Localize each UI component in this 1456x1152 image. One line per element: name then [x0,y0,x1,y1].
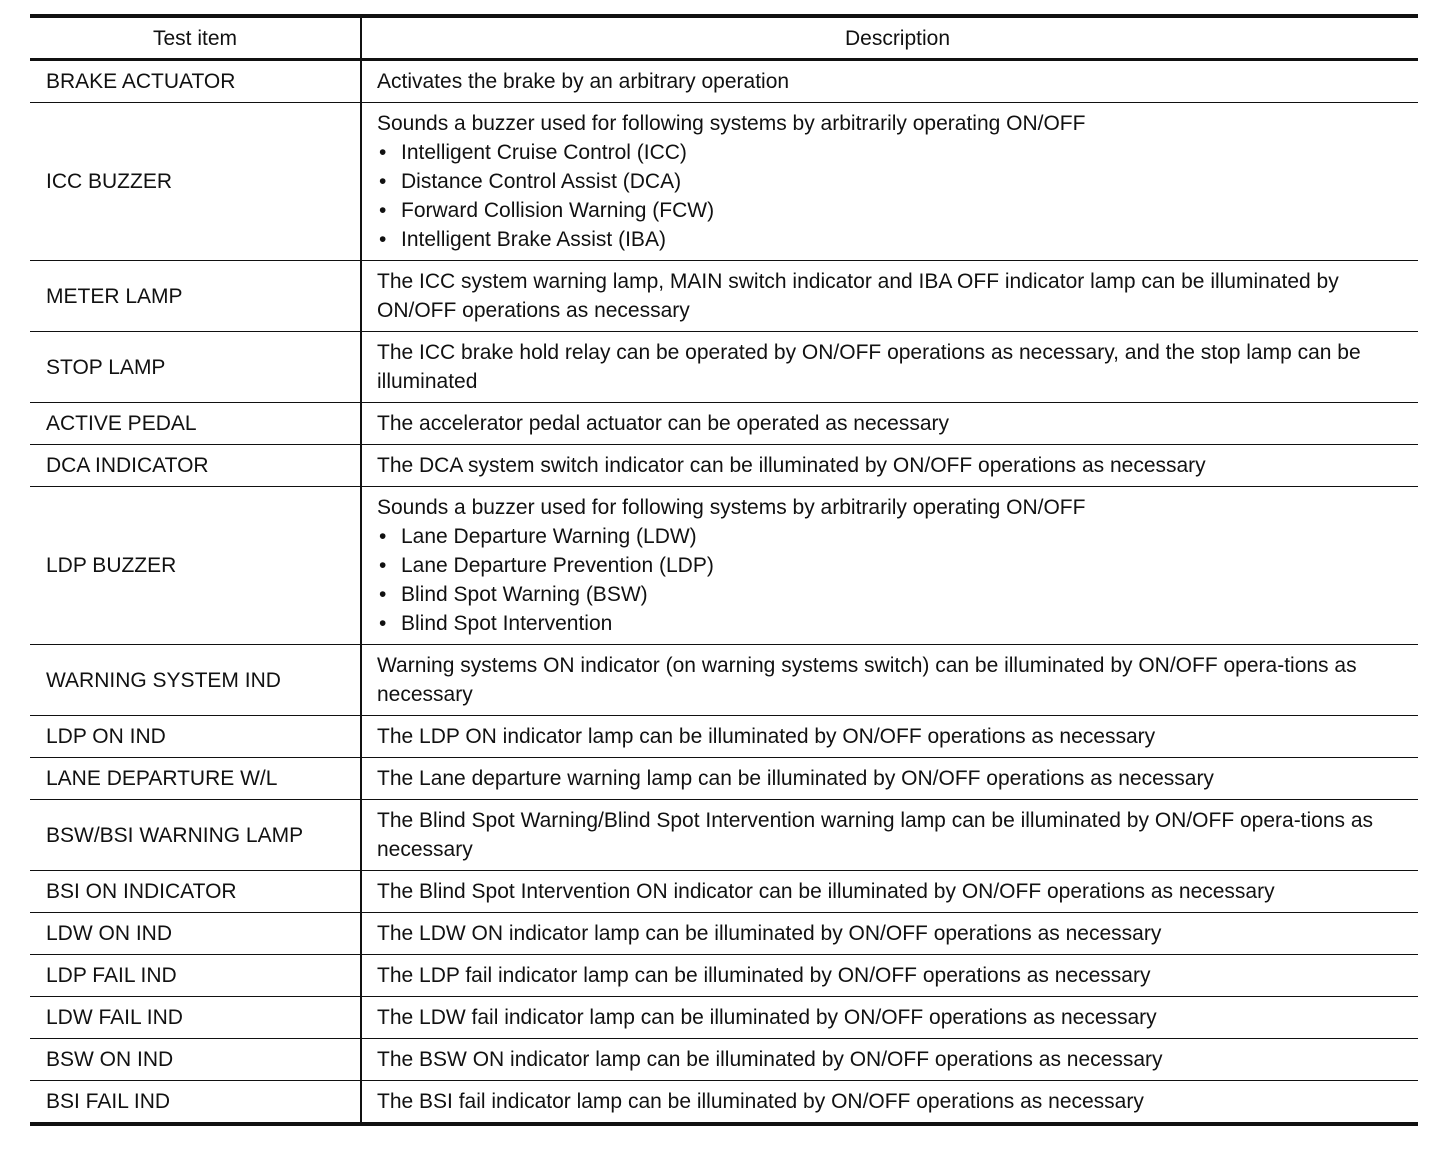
bullet-item: • Blind Spot Warning (BSW) [377,580,1408,609]
test-item-cell: LDW FAIL IND [30,997,361,1039]
test-item-cell: LDP FAIL IND [30,955,361,997]
description-cell: Warning systems ON indicator (on warning systems switch) can be illuminated by ON/OFF opera-tions as necessary [377,654,1357,706]
description-cell: The Blind Spot Warning/Blind Spot Intervention warning lamp can be illuminated by ON/OFF opera-tions as necessary [377,809,1374,861]
header-test-item: Test item [30,16,361,60]
table-row [30,1039,1418,1081]
description-cell: The BSI fail indicator lamp can be illuminated by ON/OFF operations as necessary [377,1090,1144,1113]
bullet-item: • Blind Spot Intervention [377,609,1408,638]
table-row [30,955,1418,997]
table-row [30,716,1418,758]
table-row [30,445,1418,487]
bullet-item: • Lane Departure Warning (LDW) [377,522,1408,551]
test-item-cell: LDW ON IND [30,913,361,955]
test-item-cell: DCA INDICATOR [30,445,361,487]
description-cell: The LDW fail indicator lamp can be illuminated by ON/OFF operations as necessary [377,1006,1157,1029]
table-row [30,403,1418,445]
header-description: Description [844,26,951,50]
table-row [30,871,1418,913]
bullet-item: • Lane Departure Prevention (LDP) [377,551,1408,580]
test-item-cell: LANE DEPARTURE W/L [30,758,361,800]
description-text: Sounds a buzzer used for following systems by arbitrarily operating ON/OFF [377,496,1086,519]
description-cell: The ICC system warning lamp, MAIN switch indicator and IBA OFF indicator lamp can be illuminated by ON/OFF operations as necessary [377,270,1339,322]
table-row [30,332,1418,403]
test-item-cell: LDP ON IND [30,716,361,758]
table-row [30,103,1418,261]
table-row [30,487,1418,645]
description-cell: Activates the brake by an arbitrary operation [377,70,790,93]
test-item-table [30,14,1418,1126]
test-item-cell: ICC BUZZER [30,103,361,261]
description-cell: The LDP fail indicator lamp can be illuminated by ON/OFF operations as necessary [377,964,1151,987]
table-row [30,913,1418,955]
test-item-cell: BSW ON IND [30,1039,361,1081]
table-header [30,16,1418,60]
description-cell: The LDP ON indicator lamp can be illuminated by ON/OFF operations as necessary [377,725,1156,748]
description-cell: The Lane departure warning lamp can be illuminated by ON/OFF operations as necessary [377,767,1214,790]
table-body [30,60,1418,1125]
description-cell: The Blind Spot Intervention ON indicator can be illuminated by ON/OFF operations as necessary [377,880,1275,903]
bullet-item: • Intelligent Brake Assist (IBA) [377,225,1408,254]
description-cell: The BSW ON indicator lamp can be illuminated by ON/OFF operations as necessary [377,1048,1163,1071]
table-row [30,645,1418,716]
description-cell: The LDW ON indicator lamp can be illuminated by ON/OFF operations as necessary [377,922,1162,945]
test-item-cell: BRAKE ACTUATOR [30,60,361,103]
test-item-cell: STOP LAMP [30,332,361,403]
bullet-list [377,522,1408,638]
test-item-cell: METER LAMP [30,261,361,332]
test-item-cell: BSW/BSI WARNING LAMP [30,800,361,871]
test-item-cell: ACTIVE PEDAL [30,403,361,445]
bullet-item: • Distance Control Assist (DCA) [377,167,1408,196]
description-cell: The accelerator pedal actuator can be operated as necessary [377,412,950,435]
test-item-cell: LDP BUZZER [30,487,361,645]
header-row [30,16,1418,60]
bullet-list [377,138,1408,254]
bullet-item: • Forward Collision Warning (FCW) [377,196,1408,225]
table-row [30,997,1418,1039]
bullet-item: • Intelligent Cruise Control (ICC) [377,138,1408,167]
description-text: Sounds a buzzer used for following systems by arbitrarily operating ON/OFF [377,112,1086,135]
table-row [30,758,1418,800]
description-cell: The DCA system switch indicator can be illuminated by ON/OFF operations as necessary [377,454,1206,477]
description-cell [361,103,1418,261]
table-row [30,261,1418,332]
test-item-cell: BSI FAIL IND [30,1081,361,1125]
table-row [30,1081,1418,1125]
table-row [30,800,1418,871]
description-cell: The ICC brake hold relay can be operated by ON/OFF operations as necessary, and the stop lamp can be illuminated [377,341,1361,393]
test-item-cell: WARNING SYSTEM IND [30,645,361,716]
description-cell [361,487,1418,645]
test-item-cell: BSI ON INDICATOR [30,871,361,913]
table-row [30,60,1418,103]
